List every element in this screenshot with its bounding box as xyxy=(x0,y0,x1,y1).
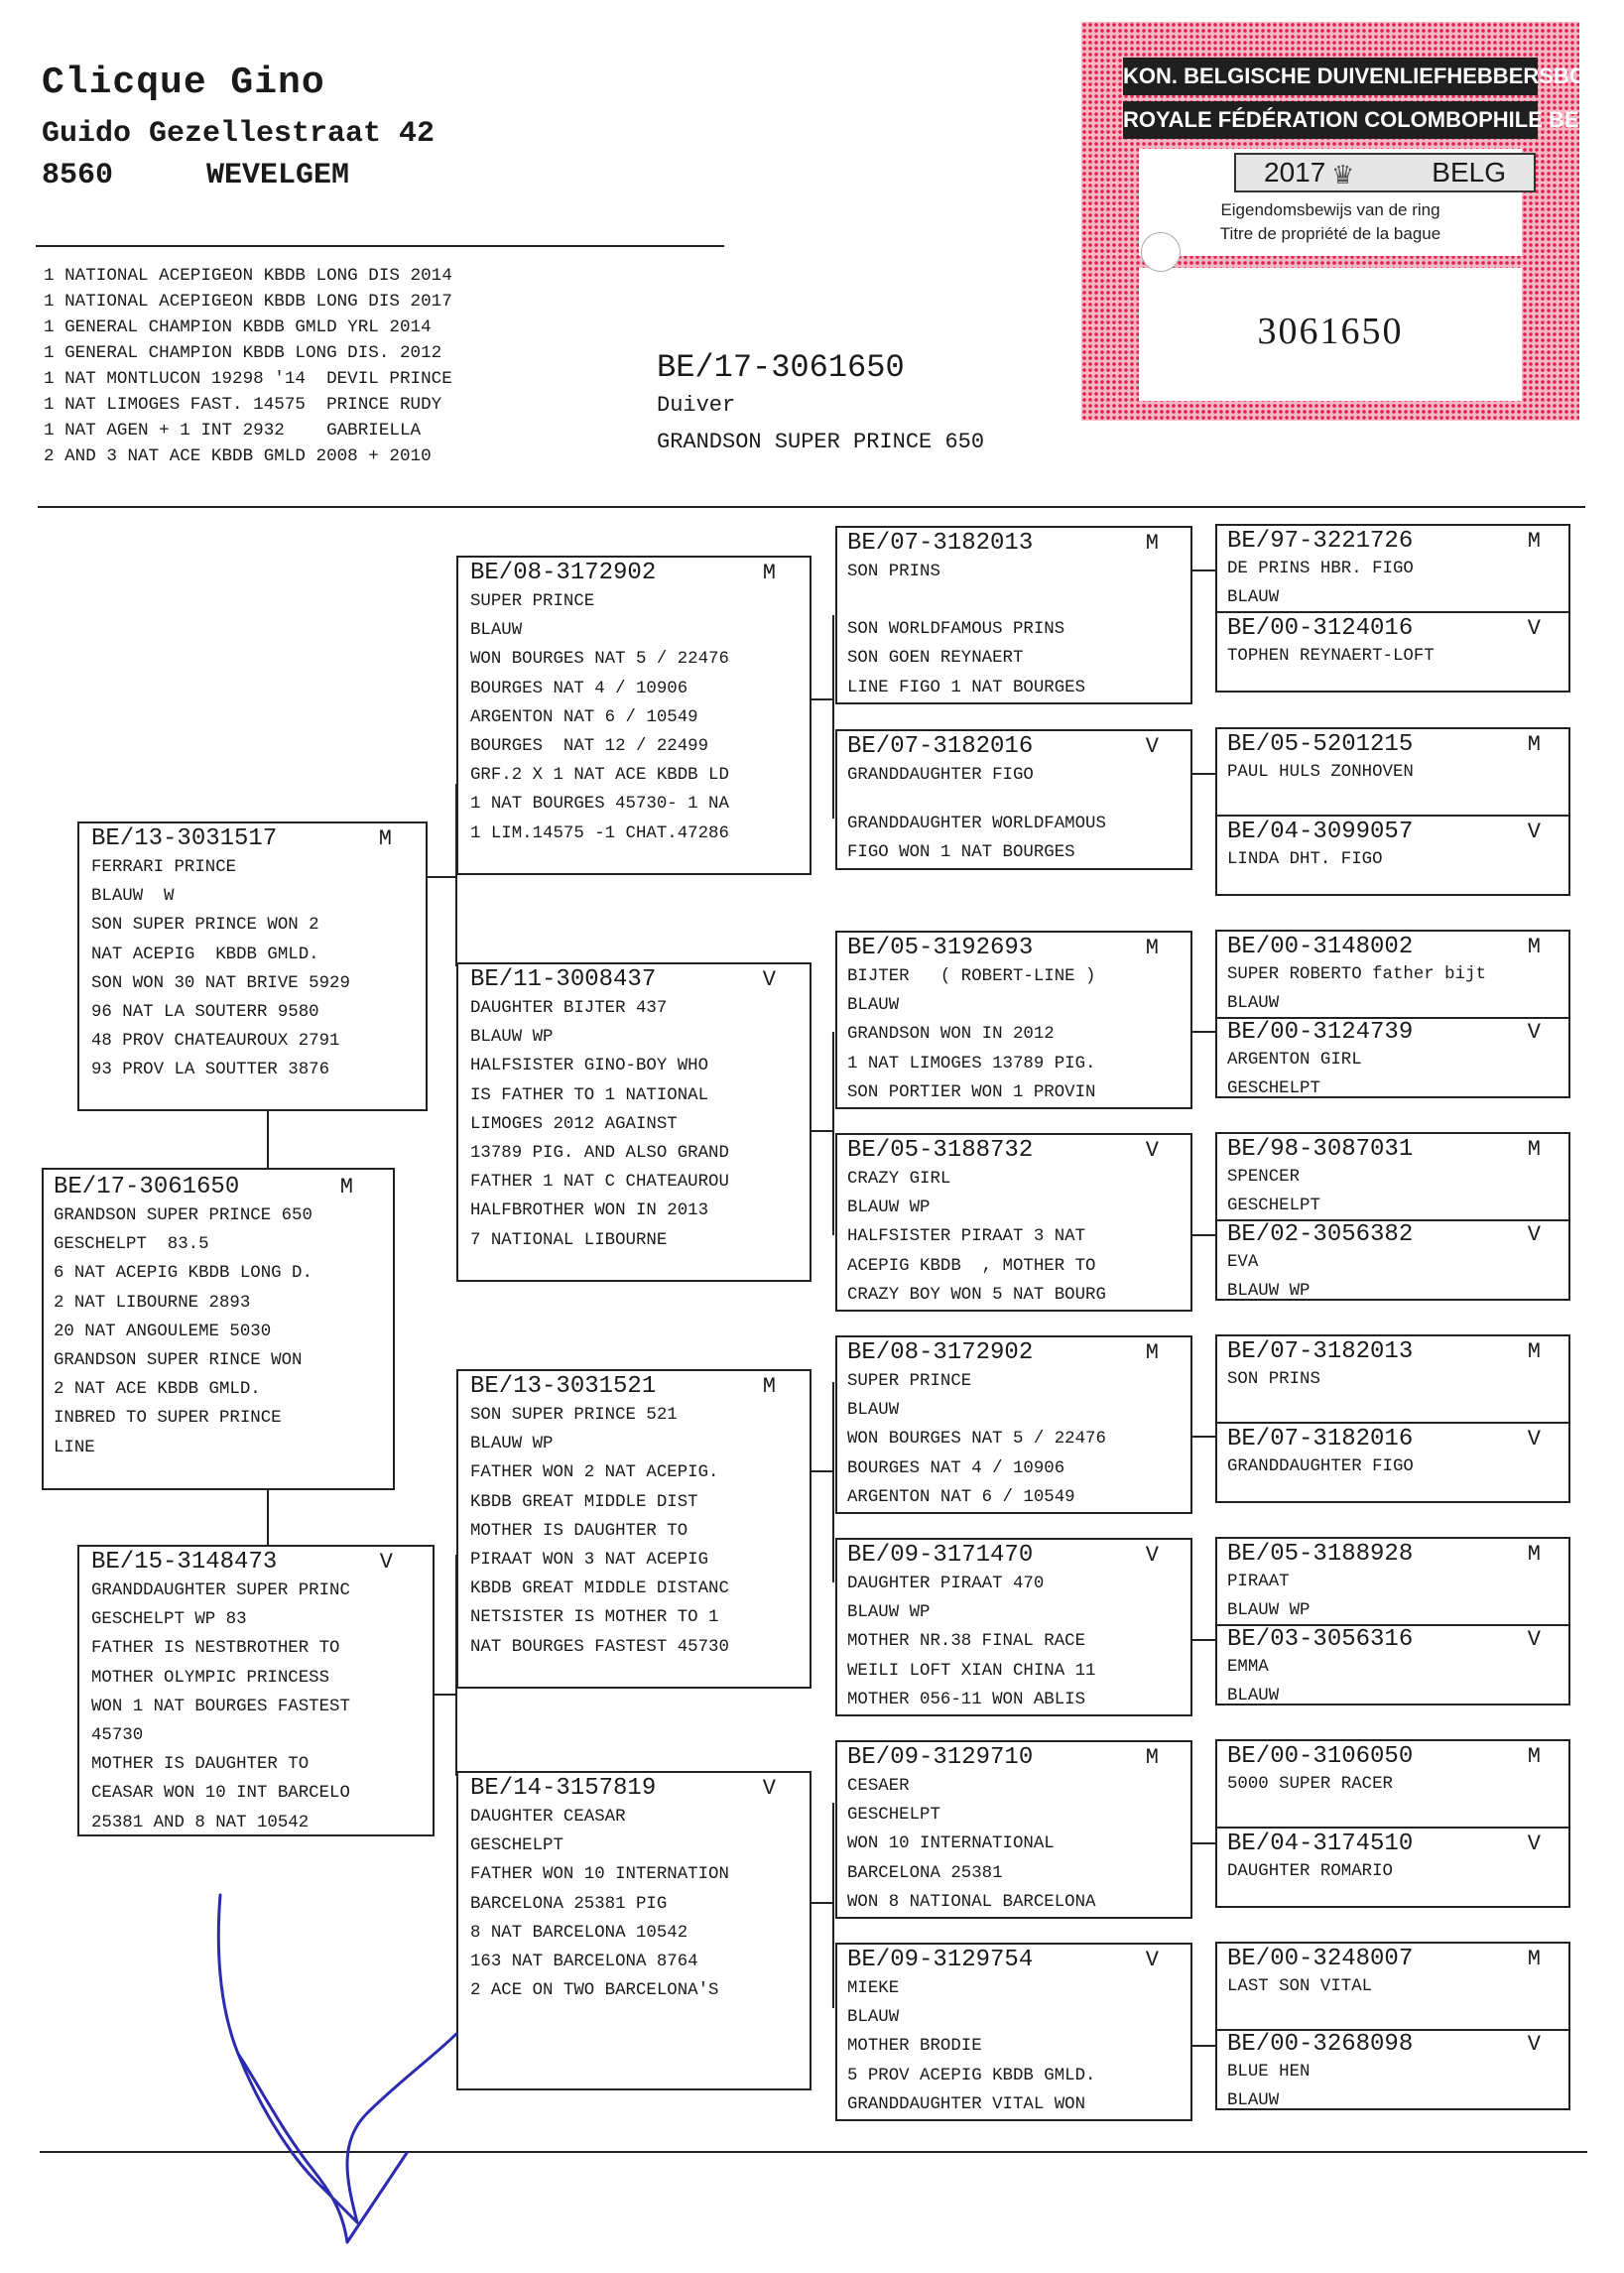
pedigree-line: MOTHER IS DAUGHTER TO xyxy=(91,1755,310,1775)
pedigree-line: 163 NAT BARCELONA 8764 xyxy=(470,1953,698,1972)
sex-mark: V xyxy=(762,967,776,992)
pedigree-line: 25381 AND 8 NAT 10542 xyxy=(91,1813,310,1832)
pedigree-line: 1 NAT LIMOGES 13789 PIG. xyxy=(847,1054,1096,1073)
pedigree-line: FATHER WON 10 INTERNATION xyxy=(470,1865,729,1885)
pedigree-line: BLAUW WP xyxy=(847,1603,931,1623)
pedigree-line: 93 PROV LA SOUTTER 3876 xyxy=(91,1061,330,1080)
pedigree-line: BLAUW xyxy=(470,621,523,641)
sex-mark: V xyxy=(1145,1543,1159,1568)
pedigree-line: 2 NAT ACE KBDB GMLD. xyxy=(54,1380,261,1400)
pedigree-line: 45730 xyxy=(91,1726,144,1746)
pedigree-line: WON BOURGES NAT 5 / 22476 xyxy=(847,1430,1106,1450)
sex-mark: M xyxy=(1527,935,1541,959)
pedigree-line: 2 ACE ON TWO BARCELONA'S xyxy=(470,1981,719,2001)
pedigree-line: BLAUW WP xyxy=(1227,1600,1311,1620)
ring-number: BE/08-3172902 xyxy=(470,560,657,586)
pedigree-line: BLAUW xyxy=(1227,1686,1280,1705)
pedigree-line: MOTHER 056-11 WON ABLIS xyxy=(847,1690,1086,1709)
pedigree-ggp-box xyxy=(835,526,1192,704)
pedigree-line: BOURGES NAT 4 / 10906 xyxy=(470,679,688,698)
pedigree-line: MOTHER BRODIE xyxy=(847,2037,982,2057)
ring-number: BE/05-5201215 xyxy=(1227,731,1414,758)
pedigree-line: SON GOEN REYNAERT xyxy=(847,649,1024,669)
pedigree-gggp-pair xyxy=(1215,524,1570,693)
pedigree-line: LINE xyxy=(54,1438,95,1457)
pedigree-gggp-pair xyxy=(1215,1132,1570,1301)
pedigree-line: CESAER xyxy=(847,1777,910,1796)
pedigree-line: GRANDDAUGHTER WORLDFAMOUS xyxy=(847,815,1106,834)
pedigree-ggp-box xyxy=(835,729,1192,870)
pedigree-line: 2 NAT LIBOURNE 2893 xyxy=(54,1293,251,1313)
pedigree-ggp-box xyxy=(835,1943,1192,2121)
pedigree-line: GRANDDAUGHTER FIGO xyxy=(1227,1457,1414,1476)
ring-number: BE/97-3221726 xyxy=(1227,528,1414,555)
sex-mark: V xyxy=(1527,616,1541,641)
pedigree-line: BLAUW xyxy=(1227,993,1280,1013)
pedigree-ggp-box xyxy=(835,931,1192,1109)
certificate-year: 2017 xyxy=(1264,157,1326,188)
pedigree-line: GRANDDAUGHTER FIGO xyxy=(847,766,1034,785)
pedigree-line: HALFSISTER GINO-BOY WHO xyxy=(470,1057,709,1076)
pedigree-line: FATHER 1 NAT C CHATEAUROU xyxy=(470,1173,729,1193)
certificate-country: BELG xyxy=(1432,157,1506,188)
pedigree-line: BLAUW WP xyxy=(1227,1281,1311,1301)
sex-mark: V xyxy=(762,1776,776,1801)
sex-mark: M xyxy=(762,561,776,585)
sex-mark: V xyxy=(1527,1427,1541,1452)
pedigree-line: 96 NAT LA SOUTERR 9580 xyxy=(91,1003,319,1023)
ring-number: BE/00-3268098 xyxy=(1227,2031,1414,2058)
subject-name: GRANDSON SUPER PRINCE 650 xyxy=(657,430,985,454)
pedigree-subject-box xyxy=(42,1168,395,1490)
pedigree-line: SUPER PRINCE xyxy=(470,592,595,611)
ring-number: BE/98-3087031 xyxy=(1227,1136,1414,1163)
pedigree-ggp-box xyxy=(835,1538,1192,1716)
pedigree-line: BLAUW WP xyxy=(470,1435,554,1454)
pedigree-line: TOPHEN REYNAERT-LOFT xyxy=(1227,647,1435,666)
pedigree-line: GESCHELPT 83.5 xyxy=(54,1235,209,1255)
title-line: 1 NATIONAL ACEPIGEON KBDB LONG DIS 2014 xyxy=(44,266,452,286)
ring-number: BE/07-3182016 xyxy=(1227,1426,1414,1452)
certificate-title-fr: Titre de propriété de la bague xyxy=(1219,224,1441,243)
sex-mark: V xyxy=(1527,1222,1541,1247)
pedigree-gggp-pair xyxy=(1215,1739,1570,1908)
ring-number: BE/05-3188732 xyxy=(847,1137,1034,1164)
pedigree-line: LINE FIGO 1 NAT BOURGES xyxy=(847,678,1086,697)
pedigree-line: HALFSISTER PIRAAT 3 NAT xyxy=(847,1227,1086,1247)
sex-mark: V xyxy=(1527,2032,1541,2057)
pedigree-line: GRANDSON SUPER RINCE WON xyxy=(54,1351,303,1371)
ring-number: BE/11-3008437 xyxy=(470,966,657,993)
ring-number: BE/00-3248007 xyxy=(1227,1946,1414,1972)
pedigree-line: MOTHER OLYMPIC PRINCESS xyxy=(91,1668,330,1688)
subject-ring: BE/17-3061650 xyxy=(657,349,905,386)
pedigree-line: MOTHER NR.38 FINAL RACE xyxy=(847,1632,1086,1652)
pedigree-line: 13789 PIG. AND ALSO GRAND xyxy=(470,1144,729,1164)
pedigree-line: WON BOURGES NAT 5 / 22476 xyxy=(470,650,729,670)
pedigree-line: 8 NAT BARCELONA 10542 xyxy=(470,1923,688,1943)
pedigree-line: LIMOGES 2012 AGAINST xyxy=(470,1114,678,1134)
pedigree-gggp-pair xyxy=(1215,1537,1570,1705)
sex-mark: V xyxy=(1527,1831,1541,1856)
pedigree-line: FERRARI PRINCE xyxy=(91,858,237,877)
pedigree-mm-box xyxy=(456,1771,812,2090)
pedigree-line: BLAUW WP xyxy=(847,1199,931,1218)
pedigree-gggp-pair xyxy=(1215,930,1570,1098)
pedigree-line: GESCHELPT WP 83 xyxy=(91,1610,247,1630)
pedigree-ggp-box xyxy=(835,1133,1192,1312)
title-line: 2 AND 3 NAT ACE KBDB GMLD 2008 + 2010 xyxy=(44,446,432,466)
pedigree-line: MOTHER IS DAUGHTER TO xyxy=(470,1521,688,1541)
pedigree-line: IS FATHER TO 1 NATIONAL xyxy=(470,1085,709,1105)
pedigree-line: CEASAR WON 10 INT BARCELO xyxy=(91,1784,350,1804)
ring-number: BE/07-3182013 xyxy=(847,530,1034,557)
pedigree-fm-box xyxy=(456,962,812,1282)
pedigree-line: EMMA xyxy=(1227,1658,1269,1677)
pedigree-line: BLUE HEN xyxy=(1227,2063,1311,2082)
title-line: 1 NAT AGEN + 1 INT 2932 GABRIELLA xyxy=(44,421,422,441)
sex-mark: V xyxy=(1527,1627,1541,1652)
ring-number: BE/09-3129710 xyxy=(847,1744,1034,1771)
federation-name-nl: KON. BELGISCHE DUIVENLIEFHEBBERSBOND xyxy=(1123,58,1538,95)
sex-mark: V xyxy=(379,1550,393,1575)
pedigree-line: GESCHELPT xyxy=(1227,1196,1320,1215)
crown-icon: ♛ xyxy=(1331,160,1355,189)
ring-number: BE/00-3148002 xyxy=(1227,934,1414,960)
pedigree-line: ARGENTON GIRL xyxy=(1227,1051,1362,1070)
pedigree-line: SUPER PRINCE xyxy=(847,1372,972,1391)
pedigree-line: 48 PROV CHATEAUROUX 2791 xyxy=(91,1032,340,1052)
pedigree-line: BLAUW xyxy=(847,1401,900,1421)
sex-mark: M xyxy=(1145,531,1159,556)
ring-number: BE/13-3031521 xyxy=(470,1373,657,1400)
pedigree-line: DE PRINS HBR. FIGO xyxy=(1227,560,1414,578)
pedigree-line: SON PORTIER WON 1 PROVIN xyxy=(847,1082,1096,1102)
pedigree-line: 1 NAT BOURGES 45730- 1 NA xyxy=(470,795,729,815)
pedigree-line: CRAZY BOY WON 5 NAT BOURG xyxy=(847,1285,1106,1305)
pedigree-line: SON PRINS xyxy=(1227,1370,1320,1389)
sex-mark: V xyxy=(1527,1020,1541,1045)
ring-number: BE/17-3061650 xyxy=(54,1174,240,1200)
pedigree-line: LAST SON VITAL xyxy=(1227,1977,1373,1996)
sex-mark: M xyxy=(1527,529,1541,554)
pedigree-line: ACEPIG KBDB , MOTHER TO xyxy=(847,1256,1096,1276)
subject-sex: Duiver xyxy=(657,393,736,418)
pedigree-line: NAT BOURGES FASTEST 45730 xyxy=(470,1637,729,1657)
pedigree-line: SON PRINS xyxy=(847,563,940,581)
pedigree-line: SON WON 30 NAT BRIVE 5929 xyxy=(91,973,350,993)
pedigree-line: BLAUW WP xyxy=(470,1028,554,1048)
pedigree-line: WON 10 INTERNATIONAL xyxy=(847,1834,1055,1854)
pedigree-ggp-box xyxy=(835,1335,1192,1514)
ring-number: BE/07-3182013 xyxy=(1227,1338,1414,1365)
sex-mark: M xyxy=(1527,1947,1541,1971)
owner-street: Guido Gezellestraat 42 xyxy=(42,117,436,151)
pedigree-line: KBDB GREAT MIDDLE DISTANC xyxy=(470,1579,729,1599)
pedigree-line: LINDA DHT. FIGO xyxy=(1227,850,1383,869)
pedigree-line: 20 NAT ANGOULEME 5030 xyxy=(54,1322,272,1341)
ring-number: BE/02-3056382 xyxy=(1227,1221,1414,1248)
sex-mark: V xyxy=(1145,734,1159,759)
sex-mark: M xyxy=(1527,732,1541,757)
signature-scribble xyxy=(198,1885,496,2262)
pedigree-line: 6 NAT ACEPIG KBDB LONG D. xyxy=(54,1264,312,1284)
pedigree-gggp-pair xyxy=(1215,1942,1570,2110)
ring-number: BE/04-3099057 xyxy=(1227,819,1414,845)
pedigree-line: BLAUW xyxy=(1227,587,1280,607)
pedigree-line: MIEKE xyxy=(847,1979,900,1998)
sex-mark: M xyxy=(1527,1542,1541,1567)
sex-mark: M xyxy=(1145,1340,1159,1365)
pedigree-line: FATHER WON 2 NAT ACEPIG. xyxy=(470,1463,719,1483)
ring-number: BE/14-3157819 xyxy=(470,1775,657,1802)
pedigree-line: NAT ACEPIG KBDB GMLD. xyxy=(91,945,319,964)
pedigree-line: HALFBROTHER WON IN 2013 xyxy=(470,1201,709,1221)
sex-mark: V xyxy=(1145,1138,1159,1163)
sex-mark: M xyxy=(1527,1137,1541,1162)
pedigree-line: GRANDDAUGHTER VITAL WON xyxy=(847,2094,1086,2114)
pedigree-line: SPENCER xyxy=(1227,1168,1301,1187)
pedigree-line: 7 NATIONAL LIBOURNE xyxy=(470,1230,668,1250)
pedigree-ggp-box xyxy=(835,1740,1192,1919)
ring-number: BE/13-3031517 xyxy=(91,825,278,852)
owner-city: WEVELGEM xyxy=(206,159,350,192)
pedigree-line: ARGENTON NAT 6 / 10549 xyxy=(847,1487,1075,1507)
pedigree-line: GESCHELPT xyxy=(847,1806,940,1826)
pedigree-dam-box xyxy=(77,1545,435,1836)
pedigree-ff-box xyxy=(456,556,812,875)
ring-number: BE/00-3124016 xyxy=(1227,615,1414,642)
ring-number: BE/09-3171470 xyxy=(847,1542,1034,1569)
ring-number: BE/15-3148473 xyxy=(91,1549,278,1576)
title-line: 1 NATIONAL ACEPIGEON KBDB LONG DIS 2017 xyxy=(44,292,452,312)
title-line: 1 NAT MONTLUCON 19298 '14 DEVIL PRINCE xyxy=(44,369,452,389)
pedigree-line: GRANDSON SUPER PRINCE 650 xyxy=(54,1206,312,1225)
pedigree-line: BOURGES NAT 4 / 10906 xyxy=(847,1458,1065,1478)
pedigree-line: GESCHELPT xyxy=(1227,1078,1320,1098)
ring-number: BE/00-3106050 xyxy=(1227,1743,1414,1770)
pedigree-line: BLAUW W xyxy=(91,887,175,907)
ring-number: BE/07-3182016 xyxy=(847,733,1034,760)
pedigree-line: PIRAAT WON 3 NAT ACEPIG xyxy=(470,1551,709,1571)
pedigree-line: WON 1 NAT BOURGES FASTEST xyxy=(91,1697,350,1716)
pedigree-line: ARGENTON NAT 6 / 10549 xyxy=(470,707,698,727)
title-line: 1 GENERAL CHAMPION KBDB GMLD YRL 2014 xyxy=(44,317,432,337)
pedigree-mf-box xyxy=(456,1369,812,1689)
sex-mark: M xyxy=(1527,1744,1541,1769)
sex-mark: V xyxy=(1145,1948,1159,1972)
ring-number: BE/09-3129754 xyxy=(847,1947,1034,1973)
federation-name-fr: ROYALE FÉDÉRATION COLOMBOPHILE BELGE xyxy=(1123,101,1538,139)
pedigree-line: FIGO WON 1 NAT BOURGES xyxy=(847,843,1075,863)
pedigree-line: CRAZY GIRL xyxy=(847,1170,951,1189)
pedigree-line: SON SUPER PRINCE 521 xyxy=(470,1406,678,1425)
owner-name: Clicque Gino xyxy=(42,62,325,104)
sex-mark: M xyxy=(339,1175,353,1200)
certificate-title-nl: Eigendomsbewijs van de ring xyxy=(1220,200,1440,219)
pedigree-gggp-pair xyxy=(1215,727,1570,896)
pedigree-line: DAUGHTER ROMARIO xyxy=(1227,1862,1393,1881)
ring-number: BE/08-3172902 xyxy=(847,1339,1034,1366)
ring-number: BE/05-3192693 xyxy=(847,935,1034,961)
pedigree-line: GESCHELPT xyxy=(470,1836,563,1856)
pedigree-line: DAUGHTER PIRAAT 470 xyxy=(847,1575,1045,1593)
sex-mark: M xyxy=(1145,936,1159,960)
pedigree-line: BLAUW xyxy=(847,996,900,1016)
pedigree-line: BIJTER ( ROBERT-LINE ) xyxy=(847,967,1096,986)
pedigree-line: WEILI LOFT XIAN CHINA 11 xyxy=(847,1661,1096,1681)
certificate-number: 3061650 xyxy=(1257,311,1404,352)
pedigree-line: GRF.2 X 1 NAT ACE KBDB LD xyxy=(470,766,729,786)
pedigree-line: GRANDDAUGHTER SUPER PRINC xyxy=(91,1581,350,1600)
sex-mark: M xyxy=(378,826,392,851)
sex-mark: M xyxy=(1527,1339,1541,1364)
pedigree-line: WON 8 NATIONAL BARCELONA xyxy=(847,1892,1096,1912)
ring-number: BE/03-3056316 xyxy=(1227,1626,1414,1653)
ring-number: BE/00-3124739 xyxy=(1227,1019,1414,1046)
pedigree-gggp-pair xyxy=(1215,1334,1570,1503)
pedigree-line: BLAUW xyxy=(847,2008,900,2028)
pedigree-line: NETSISTER IS MOTHER TO 1 xyxy=(470,1608,719,1628)
pedigree-line: DAUGHTER BIJTER 437 xyxy=(470,999,668,1018)
ring-number: BE/05-3188928 xyxy=(1227,1541,1414,1568)
sex-mark: M xyxy=(1145,1745,1159,1770)
pedigree-line: PAUL HULS ZONHOVEN xyxy=(1227,763,1414,782)
sex-mark: V xyxy=(1527,820,1541,844)
pedigree-line: FATHER IS NESTBROTHER TO xyxy=(91,1639,340,1659)
pedigree-line: INBRED TO SUPER PRINCE xyxy=(54,1409,282,1429)
pedigree-line: SON SUPER PRINCE WON 2 xyxy=(91,916,319,936)
pedigree-line: DAUGHTER CEASAR xyxy=(470,1808,626,1827)
sex-mark: M xyxy=(762,1374,776,1399)
ring-number: BE/04-3174510 xyxy=(1227,1831,1414,1857)
pedigree-line: GRANDSON WON IN 2012 xyxy=(847,1025,1055,1045)
owner-zip: 8560 xyxy=(42,159,114,192)
pedigree-line: 5000 SUPER RACER xyxy=(1227,1775,1393,1794)
pedigree-line: 1 LIM.14575 -1 CHAT.47286 xyxy=(470,823,729,843)
pedigree-line: BLAUW xyxy=(1227,2090,1280,2110)
title-line: 1 NAT LIMOGES FAST. 14575 PRINCE RUDY xyxy=(44,395,442,415)
pedigree-line: SON WORLDFAMOUS PRINS xyxy=(847,620,1065,640)
title-line: 1 GENERAL CHAMPION KBDB LONG DIS. 2012 xyxy=(44,343,442,363)
pedigree-line: BARCELONA 25381 xyxy=(847,1863,1003,1883)
pedigree-line: PIRAAT xyxy=(1227,1573,1290,1591)
pedigree-line: BOURGES NAT 12 / 22499 xyxy=(470,737,709,757)
pedigree-line: SUPER ROBERTO father bijt xyxy=(1227,965,1486,984)
pedigree-line: BARCELONA 25381 PIG xyxy=(470,1894,668,1914)
pedigree-sire-box xyxy=(77,821,428,1111)
pedigree-line: 5 PROV ACEPIG KBDB GMLD. xyxy=(847,2066,1096,2085)
pedigree-line: KBDB GREAT MIDDLE DIST xyxy=(470,1492,698,1512)
pedigree-line: EVA xyxy=(1227,1253,1259,1272)
